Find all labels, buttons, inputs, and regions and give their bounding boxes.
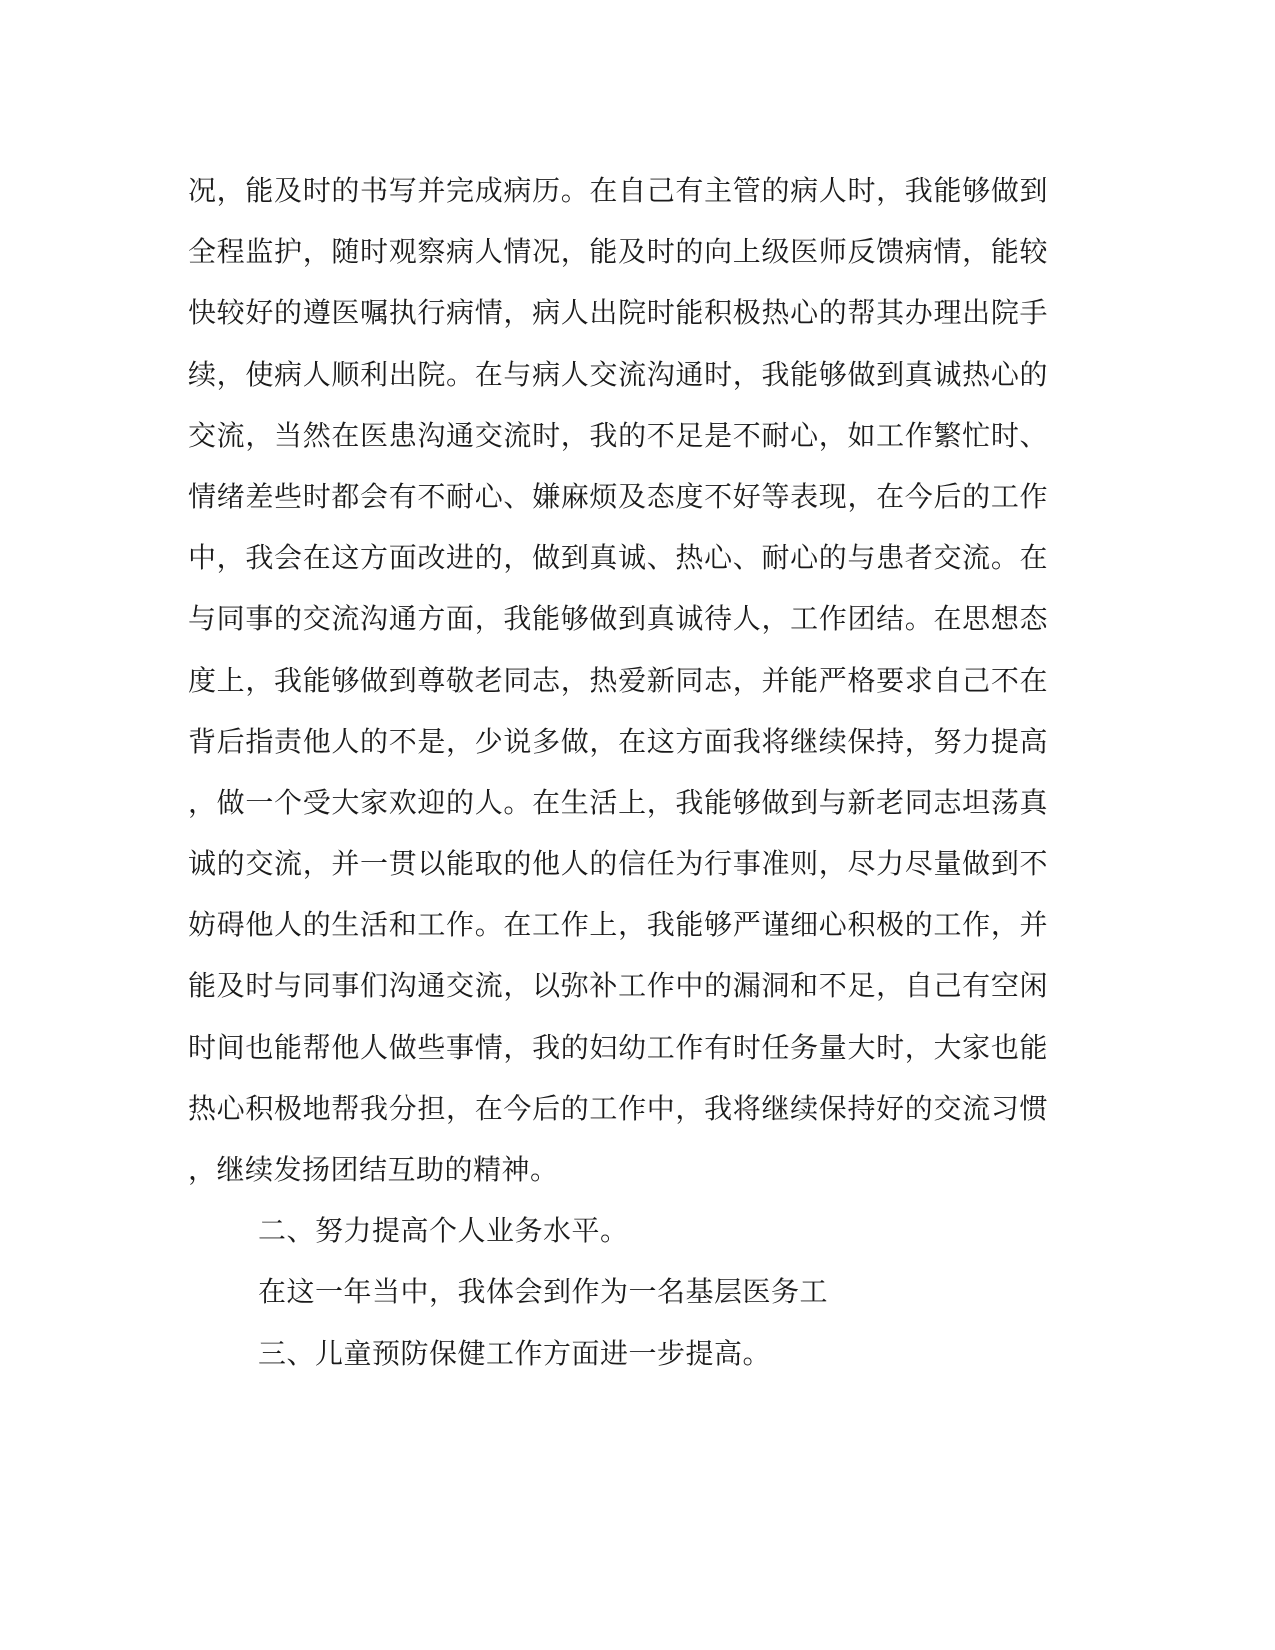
paragraph-line: 全程监护，随时观察病人情况，能及时的向上级医师反馈病情，能较 <box>188 235 1048 269</box>
paragraph-line: 诚的交流，并一贯以能取的他人的信任为行事准则，尽力尽量做到不 <box>188 847 1048 881</box>
paragraph-line: ，做一个受大家欢迎的人。在生活上，我能够做到与新老同志坦荡真 <box>188 785 1048 819</box>
paragraph-line: 背后指责他人的不是，少说多做，在这方面我将继续保持，努力提高 <box>188 724 1048 758</box>
paragraph-line: 热心积极地帮我分担，在今后的工作中，我将继续保持好的交流习惯 <box>188 1091 1048 1125</box>
paragraph-line: 与同事的交流沟通方面，我能够做到真诚待人，工作团结。在思想态 <box>188 602 1048 636</box>
paragraph-line: 妨碍他人的生活和工作。在工作上，我能够严谨细心积极的工作，并 <box>188 908 1048 942</box>
paragraph-line: 度上，我能够做到尊敬老同志，热爱新同志，并能严格要求自己不在 <box>188 663 1048 697</box>
document-body <box>188 160 1048 1384</box>
paragraph-line: 情绪差些时都会有不耐心、嫌麻烦及态度不好等表现，在今后的工作 <box>188 479 1048 513</box>
paragraph-line: 交流，当然在医患沟通交流时，我的不足是不耐心，如工作繁忙时、 <box>188 418 1048 452</box>
paragraph-line: 续，使病人顺利出院。在与病人交流沟通时，我能够做到真诚热心的 <box>188 357 1048 391</box>
section-heading-2: 二、努力提高个人业务水平。 <box>258 1214 629 1248</box>
paragraph-line: 时间也能帮他人做些事情，我的妇幼工作有时任务量大时，大家也能 <box>188 1030 1048 1064</box>
paragraph-line: 况，能及时的书写并完成病历。在自己有主管的病人时，我能够做到 <box>188 174 1048 207</box>
paragraph-line: 中，我会在这方面改进的，做到真诚、热心、耐心的与患者交流。在 <box>188 541 1048 575</box>
paragraph-line: 能及时与同事们沟通交流，以弥补工作中的漏洞和不足，自己有空闲 <box>188 969 1048 1003</box>
paragraph-line: ，继续发扬团结互助的精神。 <box>188 1153 559 1186</box>
section-heading-3: 三、儿童预防保健工作方面进一步提高。 <box>258 1336 772 1370</box>
paragraph-line: 快较好的遵医嘱执行病情，病人出院时能积极热心的帮其办理出院手 <box>188 296 1048 330</box>
section-paragraph-2: 在这一年当中，我体会到作为一名基层医务工 <box>258 1275 829 1309</box>
